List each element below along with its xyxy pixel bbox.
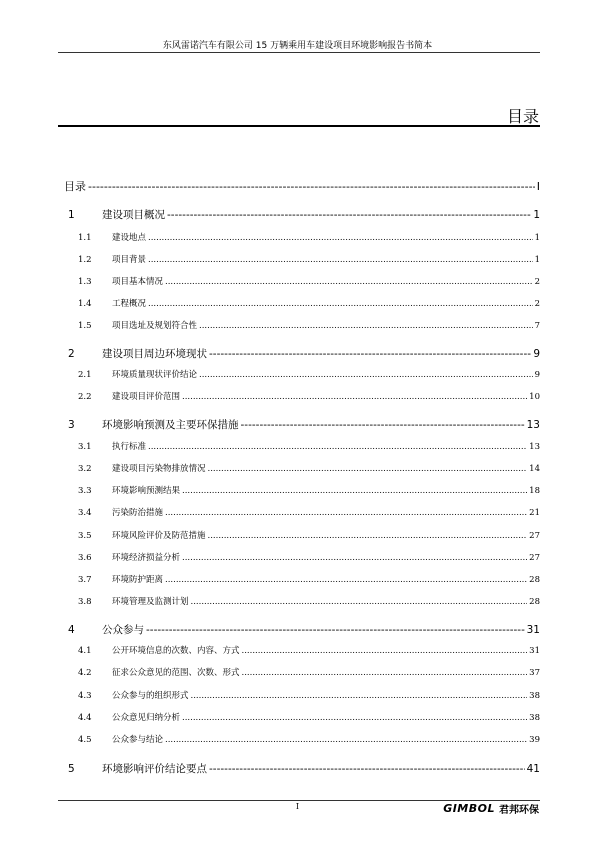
toc-leader: [148, 255, 533, 265]
toc-leader: [182, 486, 527, 496]
toc-leader: [148, 442, 527, 452]
toc-entry-label: 项目背景: [112, 255, 147, 265]
toc-entry-number: 4.3: [78, 691, 92, 701]
toc-heading: 目录: [506, 107, 539, 126]
toc-entry-page: 41: [526, 763, 540, 775]
toc-entry-page: 38: [529, 713, 540, 723]
footer-page-number: I: [295, 802, 300, 811]
toc-entry[interactable]: [66, 231, 540, 247]
toc-entry[interactable]: [66, 346, 540, 362]
toc-leader: [146, 624, 525, 636]
toc-leader: [191, 597, 528, 607]
toc-entry[interactable]: [66, 440, 540, 456]
header-rule: [58, 52, 540, 53]
toc-entry-label: 环境影响评价结论要点: [102, 763, 207, 775]
toc-entry-page: 27: [529, 531, 540, 541]
toc-entry-label: 公开环境信息的次数、内容、方式: [112, 646, 240, 656]
toc-leader: [165, 508, 527, 518]
toc-entry-number: 3.5: [78, 531, 92, 541]
toc-entry-page: 39: [529, 735, 540, 745]
toc-entry-label: 项目选址及规划符合性: [112, 321, 198, 331]
toc-leader: [208, 464, 528, 474]
toc-entry-label: 执行标准: [112, 442, 147, 452]
toc-leader: [199, 321, 533, 331]
toc-leader: [208, 531, 528, 541]
toc-entry[interactable]: [66, 733, 540, 749]
toc-entry-label: 公众意见归纳分析: [112, 713, 181, 723]
toc-leader: [167, 209, 531, 221]
toc-entry-page: 28: [529, 597, 540, 607]
running-header: 东风雷诺汽车有限公司 15 万辆乘用车建设项目环境影响报告书简本: [162, 41, 433, 51]
toc-entry-number: 1: [68, 209, 75, 221]
toc-entry-number: 1.4: [78, 299, 92, 309]
toc-leader: [182, 553, 527, 563]
toc-entry[interactable]: [66, 484, 540, 500]
toc-entry-number: 3.1: [78, 442, 92, 452]
toc-entry-number: 4: [68, 624, 75, 636]
toc-entry[interactable]: [66, 689, 540, 705]
toc-leader: [165, 277, 533, 287]
toc-entry-page: 2: [534, 299, 540, 309]
toc-leader: [199, 370, 533, 380]
toc-leader: [241, 419, 525, 431]
toc-entry-number: 2.1: [78, 370, 92, 380]
toc-entry-page: 7: [534, 321, 540, 331]
toc-entry-number: 4.1: [78, 646, 92, 656]
toc-entry-page: 1: [534, 233, 540, 243]
toc-entry[interactable]: [66, 462, 540, 478]
toc-leader: [148, 233, 533, 243]
toc-entry[interactable]: [66, 595, 540, 611]
toc-entry-number: 3: [68, 419, 75, 431]
toc-entry-label: 公众参与的组织形式: [112, 691, 189, 701]
toc-entry-label: 建设项目评价范围: [112, 392, 181, 402]
toc-entry-number: 3.3: [78, 486, 92, 496]
toc-entry-page: 21: [529, 508, 540, 518]
toc-entry-label: 建设项目概况: [102, 209, 165, 221]
toc-entry-label: 环境影响预测及主要环保措施: [102, 419, 239, 431]
toc-entry-label: 工程概况: [112, 299, 147, 309]
toc-entry[interactable]: [66, 644, 540, 660]
toc-entry-number: 3.8: [78, 597, 92, 607]
toc-entry-page: 1: [534, 255, 540, 265]
logo-chinese-name: 君邦环保: [499, 804, 539, 816]
toc-entry[interactable]: [66, 529, 540, 545]
toc-entry-label: 建设项目污染物排放情况: [112, 464, 206, 474]
toc-entry[interactable]: [66, 506, 540, 522]
toc-entry-label: 公众参与: [102, 624, 144, 636]
toc-entry-label: 建设地点: [112, 233, 147, 243]
toc-leader: [209, 763, 525, 775]
toc-entry[interactable]: [66, 390, 540, 406]
toc-leader: [182, 713, 527, 723]
toc-entry-page: 38: [529, 691, 540, 701]
toc-entry-label: 公众参与结论: [112, 735, 164, 745]
toc-entry-number: 2: [68, 348, 75, 360]
toc-entry[interactable]: [66, 622, 540, 638]
heading-rule: [58, 125, 540, 127]
toc-entry-label: 环境经济损益分析: [112, 553, 181, 563]
toc-entry-number: 3.4: [78, 508, 92, 518]
toc-entry-page: 2: [534, 277, 540, 287]
toc-entry-label: 污染防治措施: [112, 508, 164, 518]
toc-entry[interactable]: [66, 319, 540, 335]
toc-entry-label: 项目基本情况: [112, 277, 164, 287]
toc-entry[interactable]: [66, 417, 540, 433]
toc-leader: [242, 646, 528, 656]
toc-entry-label: 环境风险评价及防范措施: [112, 531, 206, 541]
toc-leader: [191, 691, 528, 701]
toc-entry-number: 4.2: [78, 668, 92, 678]
toc-leader: [242, 668, 528, 678]
toc-entry[interactable]: [66, 253, 540, 269]
toc-entry-page: 10: [529, 392, 540, 402]
toc-entry-page: 27: [529, 553, 540, 563]
toc-leader: [148, 299, 533, 309]
toc-entry-page: 13: [529, 442, 540, 452]
toc-entry-page: 28: [529, 575, 540, 585]
toc-entry-number: 4.4: [78, 713, 92, 723]
toc-entry[interactable]: [66, 666, 540, 682]
toc-leader: [182, 392, 527, 402]
toc-entry-number: 1.3: [78, 277, 92, 287]
toc-leader: [209, 348, 531, 360]
toc-entry[interactable]: [66, 368, 540, 384]
toc-entry-number: 1.2: [78, 255, 92, 265]
toc-entry-label: 建设项目周边环境现状: [102, 348, 207, 360]
toc-entry-page: 18: [529, 486, 540, 496]
toc-entry-number: 5: [68, 763, 75, 775]
toc-entry-page: 37: [529, 668, 540, 678]
toc-entry-label: 环境防护距离: [112, 575, 164, 585]
toc-leader: [88, 180, 535, 193]
company-logo: [443, 801, 539, 815]
toc-entry-page: 31: [529, 646, 540, 656]
toc-entry-label: 征求公众意见的范围、次数、形式: [112, 668, 240, 678]
toc-entry[interactable]: [66, 761, 540, 777]
toc-entry-page: 13: [526, 419, 540, 431]
toc-entry-label: 环境管理及监测计划: [112, 597, 189, 607]
toc-entry-page: 14: [529, 464, 540, 474]
toc-entry-label: 目录: [64, 180, 86, 193]
toc-entry-page: 1: [533, 209, 540, 221]
toc-leader: [165, 735, 527, 745]
logo-wordmark: GIMBOL: [443, 801, 495, 815]
toc-entry-number: 3.7: [78, 575, 92, 585]
toc-entry-number: 3.2: [78, 464, 92, 474]
toc-entry-page: I: [536, 180, 540, 193]
toc-entry-number: 1.1: [78, 233, 92, 243]
toc-entry-page: 9: [533, 348, 540, 360]
toc-entry-number: 3.6: [78, 553, 92, 563]
toc-entry[interactable]: [66, 573, 540, 589]
toc-entry[interactable]: [66, 275, 540, 291]
toc-entry[interactable]: [66, 551, 540, 567]
toc-entry-page: 31: [526, 624, 540, 636]
toc-entry-page: 9: [534, 370, 540, 380]
toc-entry-label: 环境质量现状评价结论: [112, 370, 198, 380]
toc-entry-number: 1.5: [78, 321, 92, 331]
toc-entry[interactable]: [64, 178, 540, 194]
toc-entry-number: 2.2: [78, 392, 92, 402]
toc-entry[interactable]: [66, 297, 540, 313]
toc-entry-label: 环境影响预测结果: [112, 486, 181, 496]
toc-entry[interactable]: [66, 207, 540, 223]
toc-entry-number: 4.5: [78, 735, 92, 745]
toc-leader: [165, 575, 527, 585]
toc-entry[interactable]: [66, 711, 540, 727]
